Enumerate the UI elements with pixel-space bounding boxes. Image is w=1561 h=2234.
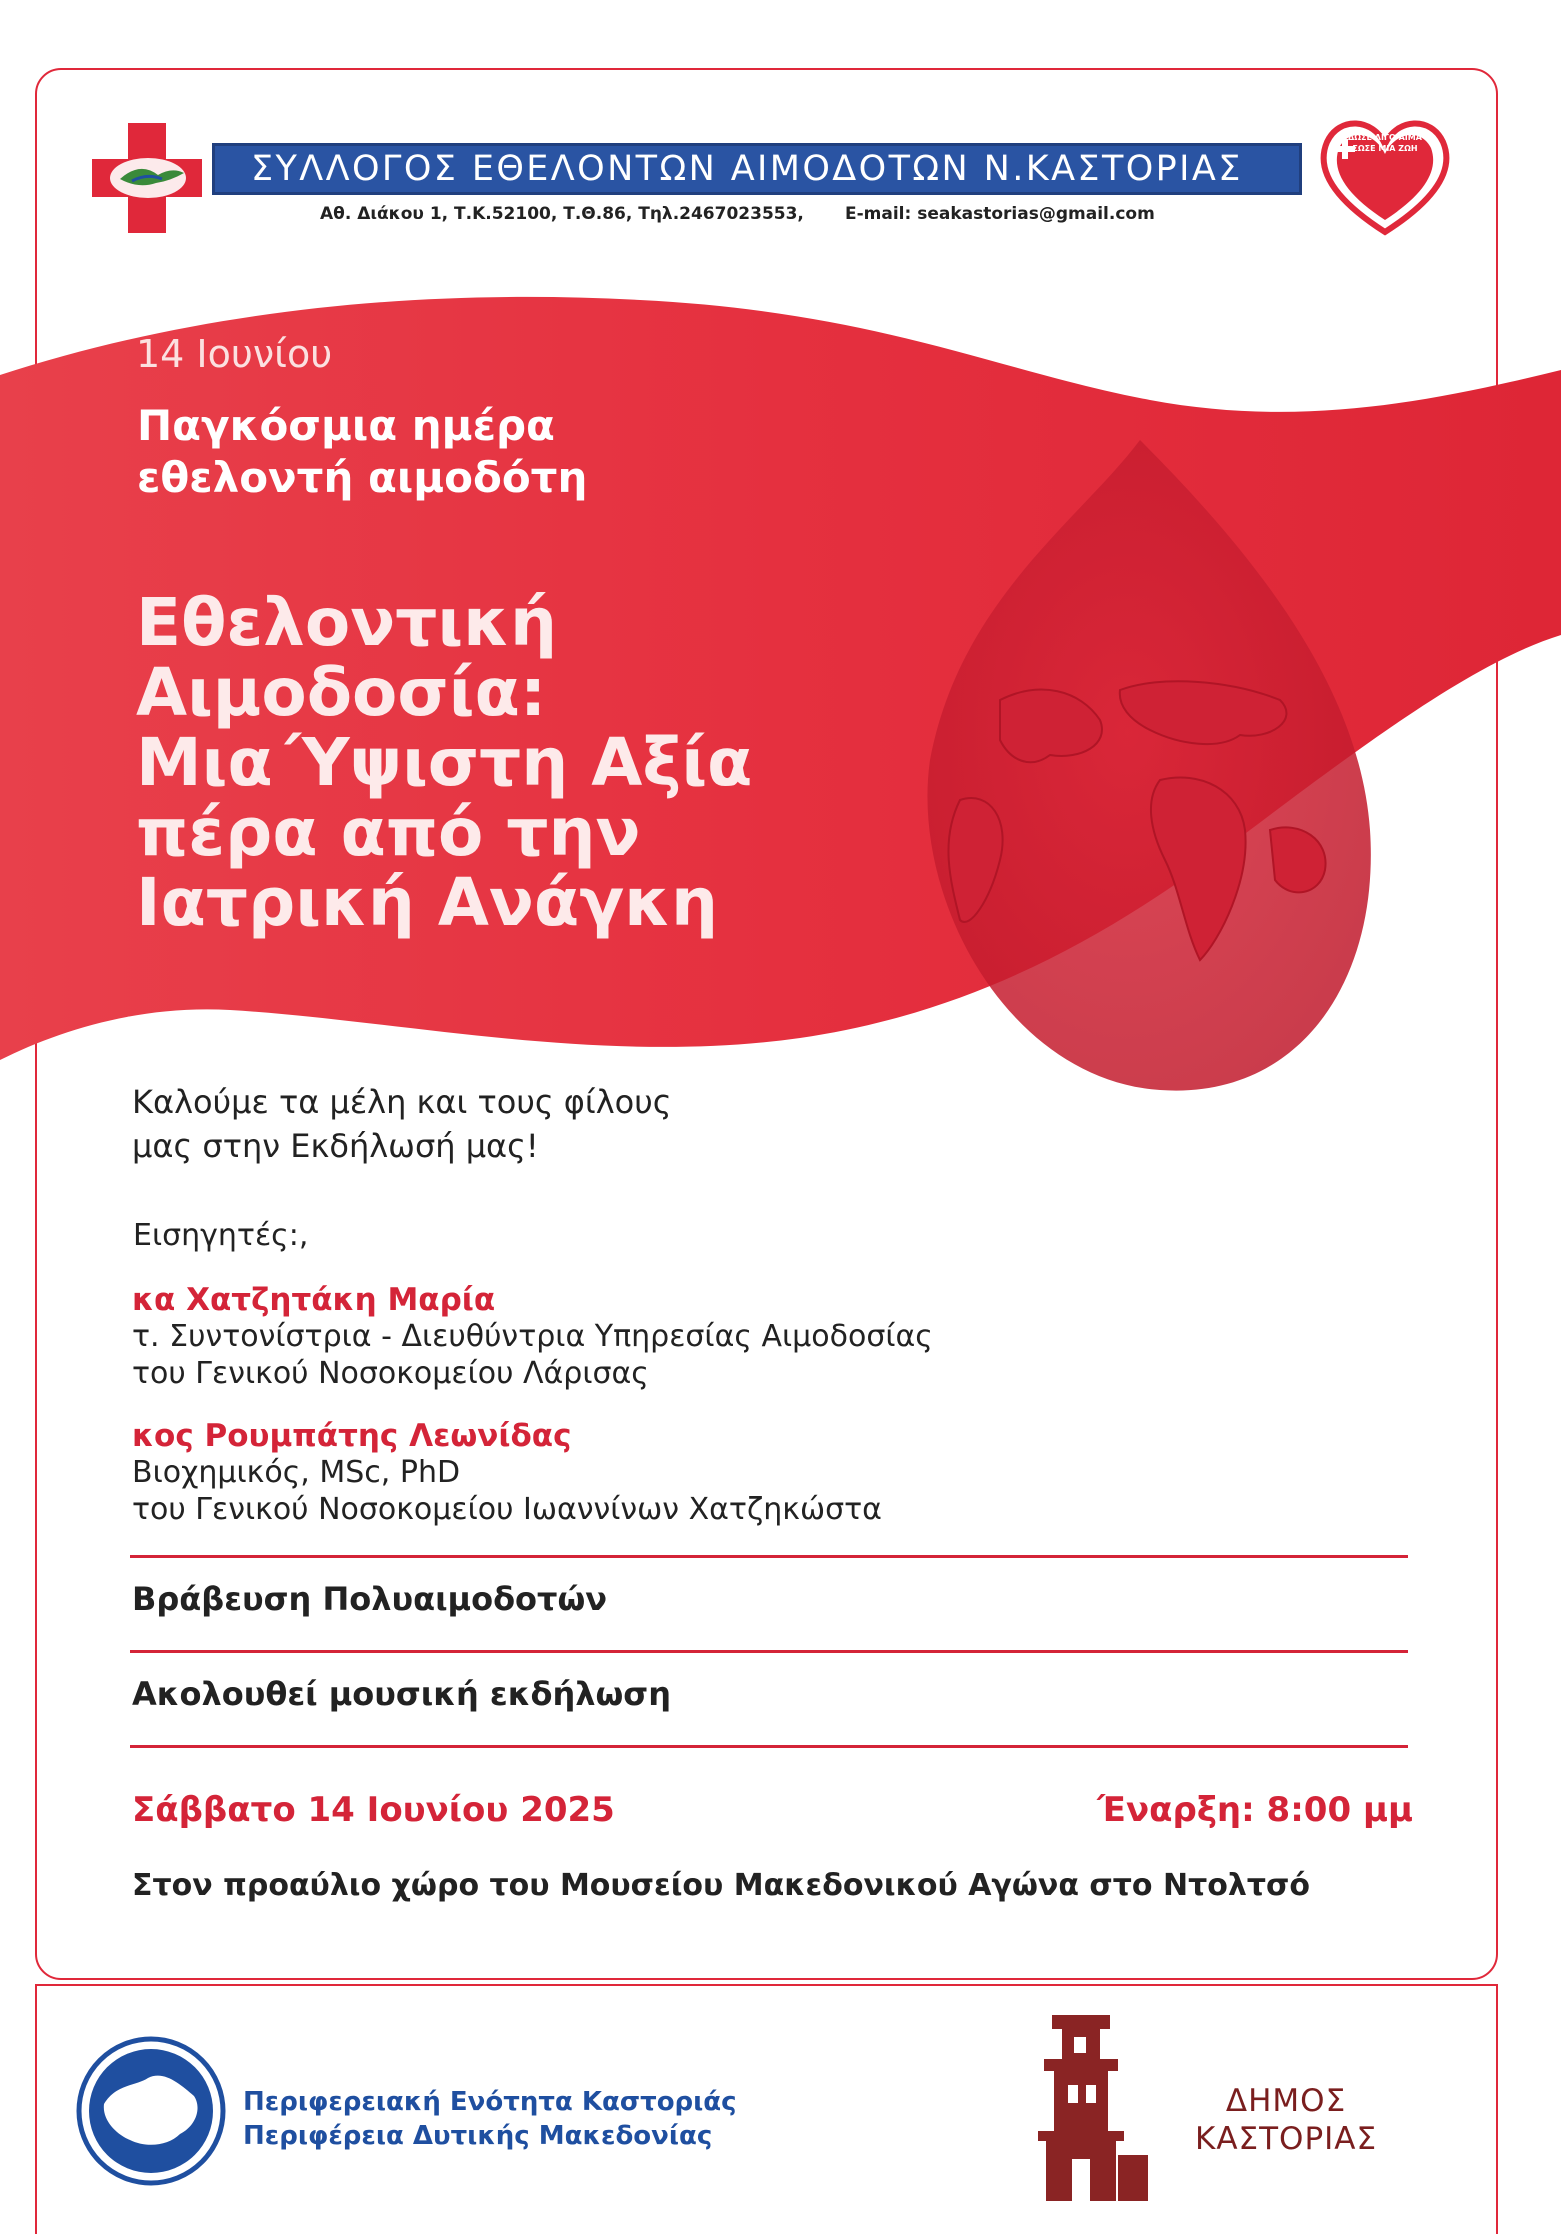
speaker-name: κος Ρουμπάτης Λεωνίδας [132,1418,572,1454]
banner-title-line: Αιμοδοσία: [136,654,547,731]
speaker-role-line: τ. Συντονίστρια - Διευθύντρια Υπηρεσίας Αιμοδοσίας [132,1319,933,1354]
banner-title-line: Μια΄Υψιστη Αξία [136,724,753,801]
banner-title-line: πέρα από την [136,794,641,871]
speaker-role-line: Βιοχημικός, MSc, PhD [132,1455,461,1490]
event-date: Σάββατο 14 Ιουνίου 2025 [132,1790,615,1830]
speaker-role [132,1318,933,1392]
divider [130,1745,1408,1748]
speaker-role-line: του Γενικού Νοσοκομείου Ιωαννίνων Χατζηκώστα [132,1492,882,1527]
regional-unit-logo [76,2036,226,2186]
banner-title-line: Εθελοντική [136,584,557,661]
municipality-line: ΔΗΜΟΣ [1225,2083,1347,2119]
municipality-tower-logo [1032,2005,1172,2215]
association-email[interactable]: E-mail: seakastorias@gmail.com [845,204,1155,224]
divider [130,1650,1408,1653]
association-address: Αθ. Διάκου 1, Τ.Κ.52100, Τ.Θ.86, Τηλ.2467023553, [320,204,804,224]
banner-title [136,584,753,941]
association-name-bar: ΣΥΛΛΟΓΟΣ ΕΘΕΛΟΝΤΩΝ ΑΙΜΟΔΟΤΩΝ Ν.ΚΑΣΤΟΡΙΑΣ [212,143,1302,195]
banner-subtitle [137,400,587,504]
banner-title-line: Ιατρική Ανάγκη [136,864,719,941]
banner-subtitle-line: εθελοντή αιμοδότη [137,453,588,502]
speaker-role [132,1454,882,1528]
banner-date: 14 Ιουνίου [136,332,333,376]
speaker-role-line: του Γενικού Νοσοκομείου Λάρισας [132,1356,649,1391]
heart-logo-text: ΔΩΣΕ ΛΙΓΟ ΑΙΜΑ ΣΩΣΕ ΜΙΑ ΖΩΗ [1348,133,1422,153]
program-item-award: Βράβευση Πολυαιμοδοτών [132,1580,608,1618]
municipality-name [1195,2082,1377,2158]
regional-unit-name [243,2085,737,2153]
banner-subtitle-line: Παγκόσμια ημέρα [137,401,555,450]
program-item-music: Ακολουθεί μουσική εκδήλωση [132,1675,671,1713]
event-start-time: Έναρξη: 8:00 μμ [1097,1790,1413,1830]
speakers-label: Εισηγητές:, [133,1218,309,1253]
invitation-text [132,1080,672,1168]
invitation-line: Καλούμε τα μέλη και τους φίλους [132,1083,672,1121]
invitation-line: μας στην Εκδήλωσή μας! [132,1127,539,1165]
event-venue: Στον προαύλιο χώρο του Μουσείου Μακεδονικού Αγώνα στο Ντολτσό [132,1868,1310,1903]
divider [130,1555,1408,1558]
region-line: Περιφέρεια Δυτικής Μακεδονίας [243,2121,713,2151]
speaker-name: κα Χατζητάκη Μαρία [132,1282,496,1318]
municipality-line: ΚΑΣΤΟΡΙΑΣ [1195,2121,1378,2157]
region-line: Περιφερειακή Ενότητα Καστοριάς [243,2087,737,2117]
